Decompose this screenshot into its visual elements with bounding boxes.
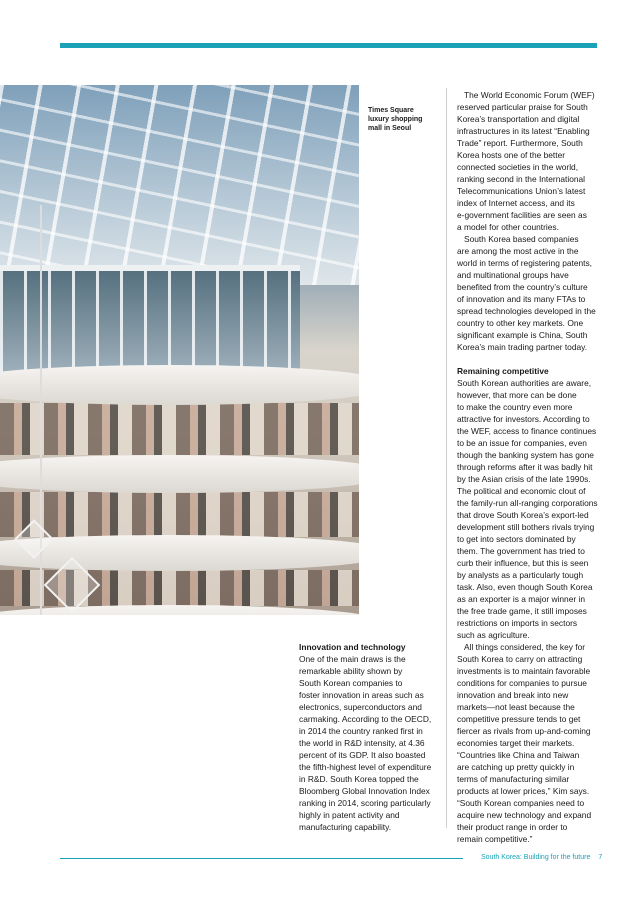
text-line: significant example is China, South — [457, 330, 588, 340]
text-line: Bloomberg Global Innovation Index — [299, 786, 430, 796]
text-line: investments is to maintain favorable — [457, 666, 591, 676]
text-line: by analysts as a particularly tough — [457, 570, 584, 580]
text-line: reserved particular praise for South — [457, 102, 588, 112]
text-line: economies target their markets. — [457, 738, 575, 748]
footer-rule — [60, 858, 463, 859]
glass-roof — [0, 85, 359, 285]
caption-line: luxury shopping — [368, 116, 423, 123]
text-line: to make the country even more — [457, 402, 573, 412]
text-line: index of Internet access, and its — [457, 198, 575, 208]
section-heading-competitive: Remaining competitive — [457, 366, 549, 376]
photo-caption — [368, 106, 440, 133]
text-line: benefited from the country’s culture — [457, 282, 588, 292]
text-line: development still bothers rivals trying — [457, 522, 595, 532]
text-line: are among the most active in the — [457, 246, 579, 256]
left-column — [299, 641, 437, 833]
text-line: “South Korean companies need to — [457, 798, 585, 808]
text-line: restrictions on imports in sectors — [457, 618, 578, 628]
text-line: fiercer as rivals from up-and-coming — [457, 726, 591, 736]
column-divider — [446, 88, 447, 828]
paragraph-spacer — [457, 353, 599, 365]
glass-wall — [0, 265, 300, 375]
text-line: South Korean authorities are aware, — [457, 378, 592, 388]
text-line: though the banking system has gone — [457, 450, 594, 460]
text-line: remarkable ability shown by — [299, 666, 403, 676]
text-line: Korea’s transportation and digital — [457, 114, 580, 124]
text-line: One of the main draws is the — [299, 654, 406, 664]
mall-level — [0, 403, 359, 455]
paragraph — [457, 641, 599, 845]
text-line: their product range in order to — [457, 822, 568, 832]
text-line: them. The government has tried to — [457, 546, 585, 556]
text-line: All things considered, the key for — [464, 642, 586, 652]
text-line: acquire new technology and expand — [457, 810, 592, 820]
footer — [481, 853, 602, 863]
text-line: the world in R&D intensity, at 4.36 — [299, 738, 425, 748]
text-line: foster innovation in areas such as — [299, 690, 424, 700]
text-line: percent of its GDP. It also boasted — [299, 750, 426, 760]
page-number: 7 — [598, 854, 603, 861]
text-line: world in terms of registering patents, — [457, 258, 592, 268]
text-line: in 2014 the country ranked first in — [299, 726, 423, 736]
text-line: the fifth-highest level of expenditure — [299, 762, 432, 772]
mall-level — [0, 492, 359, 537]
text-line: electronics, superconductors and — [299, 702, 422, 712]
text-line: spread technologies developed in the — [457, 306, 596, 316]
text-line: ranking in 2014, scoring particularly — [299, 798, 431, 808]
text-line: as an exporter is a major winner in — [457, 594, 586, 604]
text-line: remain competitive.” — [457, 834, 533, 844]
balcony-ring — [0, 455, 359, 493]
text-line: conditions for companies to pursue — [457, 678, 587, 688]
text-line: to be an issue for companies, even — [457, 438, 587, 448]
text-line: the free trade game, it still imposes — [457, 606, 587, 616]
text-line: highly in patent activity and — [299, 810, 400, 820]
text-line: by the Asian crisis of the late 1990s. — [457, 474, 591, 484]
text-line: to get into sectors dominated by — [457, 534, 576, 544]
text-line: through reforms after it was badly hit — [457, 462, 593, 472]
text-line: innovation and break into new — [457, 690, 569, 700]
text-line: e-government facilities are seen as — [457, 210, 587, 220]
paragraph — [457, 89, 599, 233]
text-line: markets—not least because the — [457, 702, 575, 712]
text-line: such as agriculture. — [457, 630, 530, 640]
text-line: South Korean companies to — [299, 678, 403, 688]
right-column — [457, 89, 599, 845]
text-line: task. Also, even though South Korea — [457, 582, 593, 592]
text-line: attractive for investors. According to — [457, 414, 590, 424]
text-line: in R&D. South Korea topped the — [299, 774, 419, 784]
text-line: terms of manufacturing similar — [457, 774, 570, 784]
text-line: infrastructures in its latest “Enabling — [457, 126, 590, 136]
footer-title: South Korea: Building for the future — [481, 854, 591, 861]
top-accent-rule — [60, 43, 597, 48]
text-line: are catching up pretty quickly in — [457, 762, 575, 772]
text-line: Telecommunications Union’s latest — [457, 186, 586, 196]
paragraph — [457, 377, 599, 641]
atrium-photo — [0, 85, 359, 615]
balcony-ring — [0, 365, 359, 405]
hanging-sculpture-wire — [40, 205, 42, 615]
caption-line: Times Square — [368, 107, 414, 114]
text-line: manufacturing capability. — [299, 822, 392, 832]
text-line: of innovation and its many FTAs to — [457, 294, 586, 304]
text-line: the WEF, access to finance continues — [457, 426, 597, 436]
text-line: South Korea to carry on attracting — [457, 654, 583, 664]
balcony-ring — [0, 535, 359, 571]
text-line: Korea’s main trading partner today. — [457, 342, 588, 352]
text-line: The political and economic clout of — [457, 486, 586, 496]
text-line: curb their influence, but this is seen — [457, 558, 589, 568]
text-line: country to other key markets. One — [457, 318, 584, 328]
balcony-ring — [0, 605, 359, 615]
paragraph — [299, 653, 437, 833]
text-line: “Countries like China and Taiwan — [457, 750, 580, 760]
text-line: that drove South Korea’s export-led — [457, 510, 589, 520]
section-heading-innovation: Innovation and technology — [299, 642, 406, 652]
text-line: however, that more can be done — [457, 390, 577, 400]
text-line: The World Economic Forum (WEF) — [464, 90, 595, 100]
text-line: and multinational groups have — [457, 270, 569, 280]
text-line: the family-run all-ranging corporations — [457, 498, 598, 508]
text-line: South Korea based companies — [464, 234, 579, 244]
text-line: ranking second in the International — [457, 174, 586, 184]
text-line: products at lower prices,” Kim says. — [457, 786, 590, 796]
text-line: competitive pressure tends to get — [457, 714, 581, 724]
text-line: carmaking. According to the OECD, — [299, 714, 432, 724]
text-line: connected societies in the world, — [457, 162, 579, 172]
paragraph — [457, 233, 599, 353]
text-line: Trade” report. Furthermore, South — [457, 138, 583, 148]
text-line: a model for other countries. — [457, 222, 559, 232]
text-line: Korea hosts one of the better — [457, 150, 566, 160]
caption-line: mall in Seoul — [368, 125, 412, 132]
